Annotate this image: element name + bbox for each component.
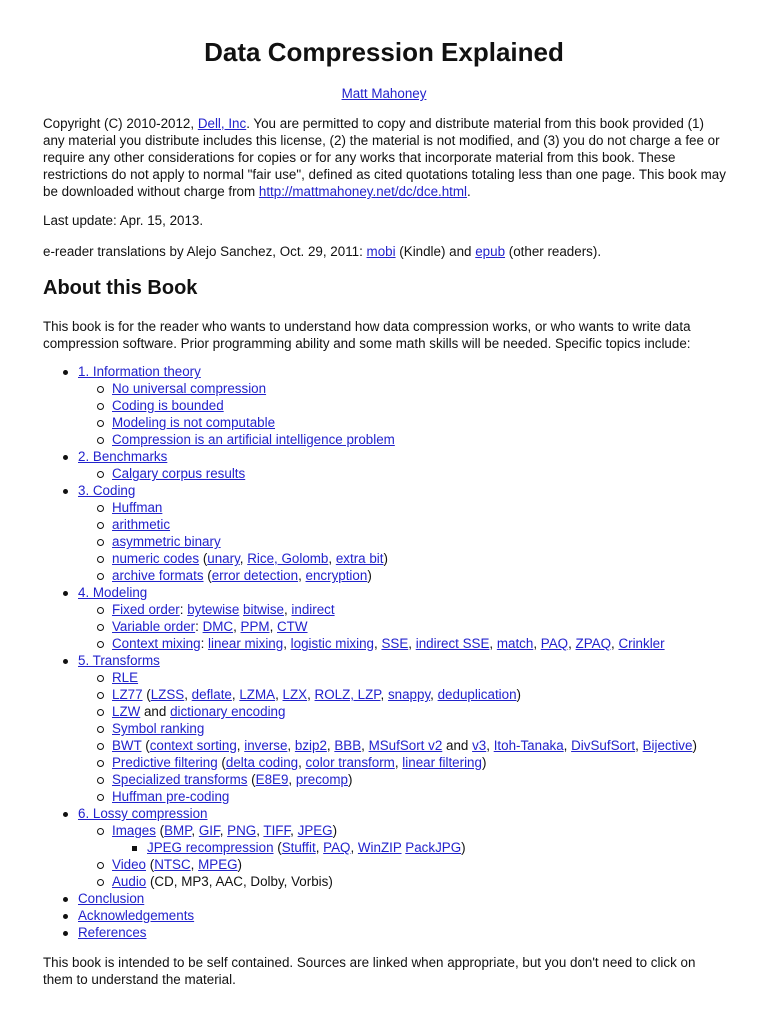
list-item (43, 652, 697, 669)
circle-bullet-icon (97, 556, 104, 563)
list-item (43, 550, 697, 567)
topic-link[interactable]: indirect (291, 602, 335, 617)
list-item (43, 414, 697, 431)
topic-text: ( (141, 738, 150, 753)
list-item (43, 754, 697, 771)
list-item (43, 584, 697, 601)
topic-text: ( (199, 551, 208, 566)
topic-link[interactable]: ZPAQ (575, 636, 611, 651)
topic-link[interactable]: Specialized transforms (112, 772, 248, 787)
topic-text: , (233, 619, 241, 634)
circle-bullet-icon (97, 760, 104, 767)
topic-link[interactable]: encryption (305, 568, 368, 583)
disc-bullet-icon (63, 455, 68, 460)
topic-text: ( (217, 755, 226, 770)
topic-link[interactable]: arithmetic (112, 517, 171, 532)
topic-link[interactable]: RLE (112, 670, 139, 685)
topic-link[interactable]: LZMA (239, 687, 276, 702)
topic-link[interactable]: extra bit (335, 551, 384, 566)
topic-text: , (288, 772, 296, 787)
topic-text: ( (203, 568, 212, 583)
topic-link[interactable]: LZ77 (112, 687, 143, 702)
topic-link[interactable]: Stuffit (281, 840, 316, 855)
topic-text: , (307, 687, 315, 702)
circle-bullet-icon (97, 743, 104, 750)
topic-text: ) (461, 840, 466, 855)
list-item (43, 737, 697, 754)
list-item (43, 686, 697, 703)
list-item (43, 431, 697, 448)
topic-link[interactable]: 1. Information theory (78, 364, 201, 379)
topics-list (43, 363, 697, 941)
epub-link[interactable]: epub (475, 244, 506, 259)
topic-link[interactable]: Symbol ranking (112, 721, 205, 736)
topic-link[interactable]: BBB (334, 738, 362, 753)
topic-link[interactable]: bytewise (187, 602, 240, 617)
topic-link[interactable]: E8E9 (255, 772, 289, 787)
topic-link[interactable]: archive formats (112, 568, 204, 583)
circle-bullet-icon (97, 420, 104, 427)
disc-bullet-icon (63, 897, 68, 902)
topic-link[interactable]: Huffman pre-coding (112, 789, 230, 804)
topic-link[interactable]: deflate (191, 687, 232, 702)
disc-bullet-icon (63, 812, 68, 817)
topic-text: , (361, 738, 369, 753)
topic-text: : (195, 619, 203, 634)
circle-bullet-icon (97, 624, 104, 631)
topic-text: ) (516, 687, 521, 702)
topic-text: ( (273, 840, 282, 855)
list-item (43, 890, 697, 907)
topic-link[interactable]: Audio (112, 874, 147, 889)
copyright-paragraph (43, 115, 728, 200)
topic-link[interactable]: No universal compression (112, 381, 267, 396)
topic-link[interactable]: SSE (381, 636, 409, 651)
disc-bullet-icon (63, 489, 68, 494)
topic-text: , (275, 687, 283, 702)
ereader-text-1: e-reader translations by Alejo Sanchez, Oct. 29, 2011: (43, 244, 367, 259)
topic-text: : (200, 636, 209, 651)
topic-text: and (442, 738, 473, 753)
topic-text: ) (237, 857, 243, 872)
topic-text: , (287, 738, 295, 753)
topic-text: , (374, 636, 382, 651)
dell-link[interactable]: Dell, Inc (197, 116, 247, 131)
list-item (43, 907, 697, 924)
topic-link[interactable]: v3 (472, 738, 487, 753)
topic-text: , (568, 636, 576, 651)
closing-paragraph: This book is intended to be self contained. Sources are linked when appropriate, but you don't need to click on them to understand the material. (43, 955, 696, 987)
circle-bullet-icon (97, 607, 104, 614)
topic-link[interactable]: bitwise (243, 602, 284, 617)
copyright-text-2: . You are permitted to copy and distribute material from this book provided (1) any material you distribute includes this license, (2) the material is not modified, and (3) you do not charge a fee or require any other considerations for copies or for any works that incorporate material from this book. These restrictions do not apply to normal "fair use", defined as cited quotations totaling less than one page. This book may be downloaded without charge from (43, 116, 726, 199)
topic-text: , (486, 738, 494, 753)
topic-link[interactable]: References (78, 925, 147, 940)
topic-link[interactable]: 6. Lossy compression (78, 806, 208, 821)
topic-link[interactable]: JPEG (297, 823, 333, 838)
topic-link[interactable]: PNG (227, 823, 257, 838)
circle-bullet-icon (97, 879, 104, 886)
topic-link[interactable]: logistic mixing (290, 636, 375, 651)
topic-link[interactable]: snappy (387, 687, 431, 702)
list-item (43, 788, 697, 805)
circle-bullet-icon (97, 794, 104, 801)
list-item (43, 448, 697, 465)
topic-text: , (298, 568, 306, 583)
list-item (43, 465, 697, 482)
topic-link[interactable]: PPM (240, 619, 270, 634)
topic-link[interactable]: Coding is bounded (112, 398, 224, 413)
topic-link[interactable]: precomp (295, 772, 348, 787)
topic-link[interactable]: deduplication (437, 687, 517, 702)
topic-link[interactable]: error detection (211, 568, 299, 583)
topic-link[interactable]: linear mixing (208, 636, 284, 651)
author-link[interactable]: Matt Mahoney (341, 86, 427, 101)
list-item (43, 703, 697, 720)
topic-link[interactable]: Variable order (112, 619, 196, 634)
topic-text: , (239, 551, 248, 566)
list-item (43, 618, 697, 635)
mobi-link[interactable]: mobi (366, 244, 396, 259)
ereader-text-2: (Kindle) and (395, 244, 476, 259)
page-title: Data Compression Explained (204, 37, 564, 67)
list-item (43, 567, 697, 584)
topic-link[interactable]: Images (112, 823, 156, 838)
list-item (43, 516, 697, 533)
topic-link[interactable]: PAQ (323, 840, 351, 855)
topic-text: , (290, 823, 298, 838)
topic-text: ) (383, 551, 388, 566)
topic-link[interactable]: JPEG recompression (147, 840, 274, 855)
topic-link[interactable]: BMP (164, 823, 192, 838)
book-url-link[interactable]: http://mattmahoney.net/dc/dce.html (258, 184, 468, 199)
disc-bullet-icon (63, 914, 68, 919)
topic-link[interactable]: Acknowledgements (78, 908, 195, 923)
list-item (43, 635, 697, 652)
topic-text: , (231, 687, 240, 702)
topic-text: , (315, 840, 324, 855)
list-item (43, 822, 697, 839)
topic-link[interactable]: Video (112, 857, 147, 872)
ereader-paragraph (43, 243, 728, 260)
circle-bullet-icon (97, 709, 104, 716)
topic-text: , (283, 636, 291, 651)
topic-text: , (394, 755, 403, 770)
circle-bullet-icon (97, 573, 104, 580)
topic-text: , (191, 823, 199, 838)
topic-link[interactable]: color transform (305, 755, 395, 770)
topic-link[interactable]: Fixed order (112, 602, 180, 617)
copyright-text-1: Copyright (C) 2010-2012, (43, 116, 198, 131)
topic-text: ) (332, 823, 338, 838)
topic-text: ) (481, 755, 487, 770)
list-item (43, 805, 697, 822)
topic-link[interactable]: PackJPG (405, 840, 462, 855)
circle-bullet-icon (97, 403, 104, 410)
list-item (43, 533, 697, 550)
topic-text: : (179, 602, 188, 617)
topic-link[interactable]: bzip2 (294, 738, 327, 753)
circle-bullet-icon (97, 692, 104, 699)
topic-link[interactable]: Huffman (112, 500, 163, 515)
topic-text: , (219, 823, 228, 838)
list-item (43, 397, 697, 414)
author-line (0, 85, 768, 102)
topic-text: , (430, 687, 438, 702)
topic-text: , (298, 755, 306, 770)
list-item (43, 669, 697, 686)
topic-link[interactable]: LZX (282, 687, 308, 702)
topic-link[interactable]: asymmetric binary (112, 534, 221, 549)
topic-text: ( (146, 857, 155, 872)
list-item (43, 499, 697, 516)
topic-text: ( (142, 687, 151, 702)
list-item (43, 601, 697, 618)
topic-link[interactable]: 3. Coding (78, 483, 136, 498)
topic-text: , (563, 738, 572, 753)
circle-bullet-icon (97, 539, 104, 546)
topic-text: , (190, 857, 199, 872)
topic-text: , (328, 551, 336, 566)
topic-link[interactable]: MPEG (198, 857, 238, 872)
list-item (43, 380, 697, 397)
topic-link[interactable]: Crinkler (618, 636, 665, 651)
topic-text: , (380, 687, 388, 702)
topic-text: , (184, 687, 192, 702)
topic-text: , (326, 738, 335, 753)
list-item (43, 856, 697, 873)
topic-link[interactable]: 2. Benchmarks (78, 449, 168, 464)
disc-bullet-icon (63, 931, 68, 936)
topic-link[interactable]: DMC (202, 619, 234, 634)
circle-bullet-icon (97, 777, 104, 784)
last-update: Last update: Apr. 15, 2013. (43, 213, 204, 228)
topic-link[interactable]: inverse (244, 738, 288, 753)
about-heading: About this Book (43, 277, 198, 299)
topic-link[interactable]: 4. Modeling (78, 585, 148, 600)
topic-link[interactable]: Conclusion (78, 891, 145, 906)
square-bullet-icon (132, 846, 137, 851)
topic-text: , (489, 636, 497, 651)
topic-text: , (256, 823, 264, 838)
topic-text: , (635, 738, 643, 753)
topic-link[interactable]: MSufSort v2 (368, 738, 443, 753)
disc-bullet-icon (63, 591, 68, 596)
topic-text: , (350, 840, 358, 855)
circle-bullet-icon (97, 726, 104, 733)
topic-link[interactable]: CTW (277, 619, 308, 634)
ereader-text-3: (other readers). (505, 244, 602, 259)
list-item (43, 482, 697, 499)
topic-link[interactable]: BWT (112, 738, 142, 753)
list-item (43, 771, 697, 788)
topic-text: ) (367, 568, 372, 583)
topic-link[interactable]: unary (207, 551, 240, 566)
list-item (43, 924, 697, 941)
topic-text: ( (155, 823, 165, 838)
topic-link[interactable]: context sorting (149, 738, 237, 753)
topic-link[interactable]: match (496, 636, 534, 651)
topic-link[interactable]: Modeling is not computable (112, 415, 276, 430)
topic-link[interactable]: Compression is an artificial intelligence problem (112, 432, 395, 447)
topic-text: , (408, 636, 416, 651)
topic-link[interactable]: TIFF (263, 823, 291, 838)
topic-text: and (140, 704, 171, 719)
copyright-text-3: . (467, 184, 471, 199)
topic-link[interactable]: Bijective (642, 738, 693, 753)
list-item (43, 720, 697, 737)
circle-bullet-icon (97, 505, 104, 512)
circle-bullet-icon (97, 471, 104, 478)
topic-text: , (283, 602, 292, 617)
topic-link[interactable]: indirect SSE (415, 636, 490, 651)
circle-bullet-icon (97, 862, 104, 869)
disc-bullet-icon (63, 659, 68, 664)
topic-text: , (611, 636, 619, 651)
topic-link[interactable]: LZW (112, 704, 141, 719)
list-item (43, 363, 697, 380)
topic-text: , (236, 738, 245, 753)
topic-link[interactable]: NTSC (154, 857, 191, 872)
topic-link[interactable]: Itoh-Tanaka (493, 738, 564, 753)
topic-text: ( (247, 772, 256, 787)
topic-text: ) (347, 772, 353, 787)
circle-bullet-icon (97, 828, 104, 835)
topic-text: , (269, 619, 278, 634)
topic-link[interactable]: 5. Transforms (78, 653, 160, 668)
circle-bullet-icon (97, 522, 104, 529)
topic-link[interactable]: PAQ (540, 636, 569, 651)
circle-bullet-icon (97, 386, 104, 393)
topic-text: , (533, 636, 541, 651)
topic-link[interactable]: LZSS (150, 687, 185, 702)
list-item (43, 839, 697, 856)
topic-link[interactable]: numeric codes (112, 551, 200, 566)
topic-link[interactable]: delta coding (225, 755, 299, 770)
topic-link[interactable]: ROLZ, LZP (314, 687, 381, 702)
topic-link[interactable]: Predictive filtering (112, 755, 218, 770)
topic-link[interactable]: linear filtering (402, 755, 482, 770)
topic-text: ) (692, 738, 697, 753)
topic-text: (CD, MP3, AAC, Dolby, Vorbis) (146, 874, 333, 889)
topic-link[interactable]: dictionary encoding (170, 704, 286, 719)
topic-link[interactable]: DivSufSort (571, 738, 636, 753)
circle-bullet-icon (97, 675, 104, 682)
topic-link[interactable]: Calgary corpus results (112, 466, 246, 481)
topic-link[interactable]: Context mixing (112, 636, 201, 651)
circle-bullet-icon (97, 641, 104, 648)
about-paragraph: This book is for the reader who wants to understand how data compression works, or who wants to write data compression software. Prior programming ability and some math skills will be needed. Specific topics include: (43, 319, 691, 351)
topic-link[interactable]: GIF (198, 823, 220, 838)
circle-bullet-icon (97, 437, 104, 444)
topic-link[interactable]: WinZIP (357, 840, 402, 855)
list-item (43, 873, 697, 890)
topic-link[interactable]: Rice, Golomb (247, 551, 329, 566)
disc-bullet-icon (63, 370, 68, 375)
